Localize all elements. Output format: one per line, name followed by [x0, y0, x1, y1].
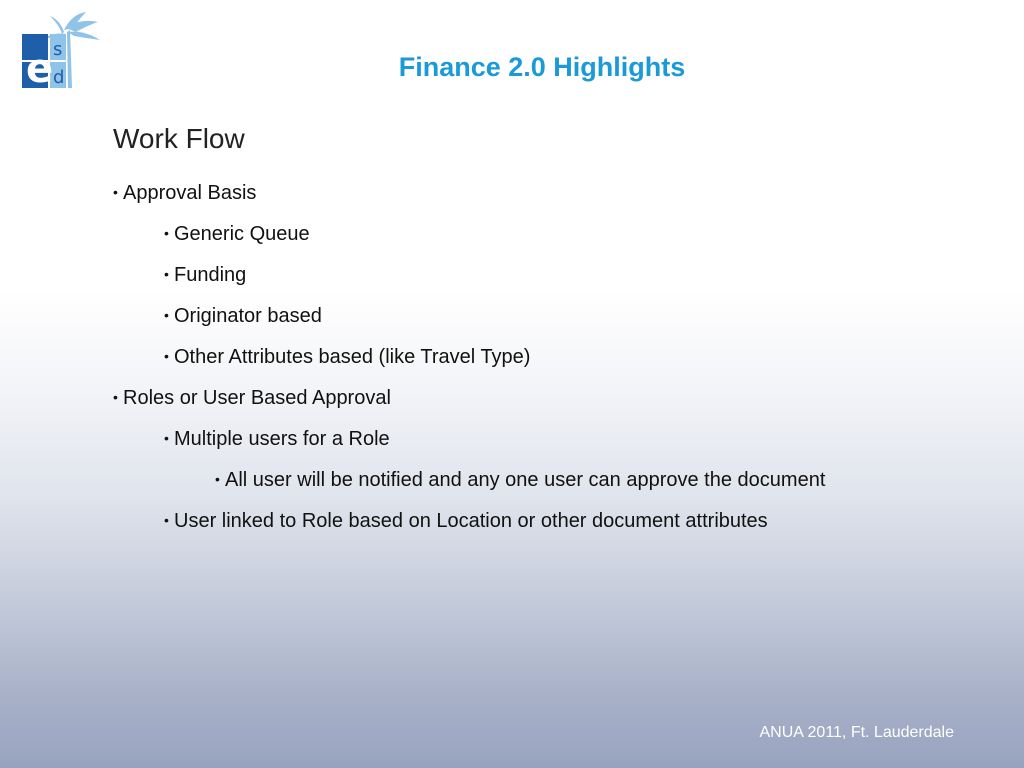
slide-title: Finance 2.0 Highlights — [398, 52, 686, 82]
section-heading: Work Flow — [113, 123, 245, 154]
bullet-text: Originator based — [174, 305, 322, 327]
bullet-dot: • — [164, 430, 169, 446]
bullet-dot: • — [164, 307, 169, 323]
bullet-level-2 — [164, 262, 246, 287]
bullet-dot: • — [164, 512, 169, 528]
logo-letter-d: d — [53, 67, 65, 88]
bullet-level-1 — [113, 385, 391, 410]
bullet-dot: • — [164, 266, 169, 282]
bullet-dot: • — [164, 225, 169, 241]
bullet-level-2 — [164, 303, 322, 328]
bullet-text: User linked to Role based on Location or other document attributes — [174, 510, 768, 532]
bullet-level-2 — [164, 426, 390, 451]
bullet-text: Funding — [174, 264, 247, 286]
bullet-dot: • — [113, 184, 118, 200]
logo-letter-e: e — [26, 46, 54, 90]
bullet-dot: • — [215, 471, 220, 487]
bullet-text: Approval Basis — [123, 182, 257, 204]
bullet-level-2 — [164, 508, 768, 533]
logo-letter-s: s — [53, 39, 63, 60]
bullet-text: Multiple users for a Role — [174, 428, 390, 450]
bullet-text: All user will be notified and any one user can approve the document — [225, 469, 826, 491]
bullet-level-1 — [113, 180, 256, 205]
bullet-text: Other Attributes based (like Travel Type) — [174, 346, 531, 368]
bullet-dot: • — [113, 389, 118, 405]
bullet-text: Generic Queue — [174, 223, 310, 245]
bullet-dot: • — [164, 348, 169, 364]
bullet-level-2 — [164, 344, 530, 369]
bullet-level-2 — [164, 221, 310, 246]
footer-text: ANUA 2011, Ft. Lauderdale — [759, 724, 954, 741]
bullet-level-3 — [215, 467, 825, 492]
bullet-text: Roles or User Based Approval — [123, 387, 391, 409]
